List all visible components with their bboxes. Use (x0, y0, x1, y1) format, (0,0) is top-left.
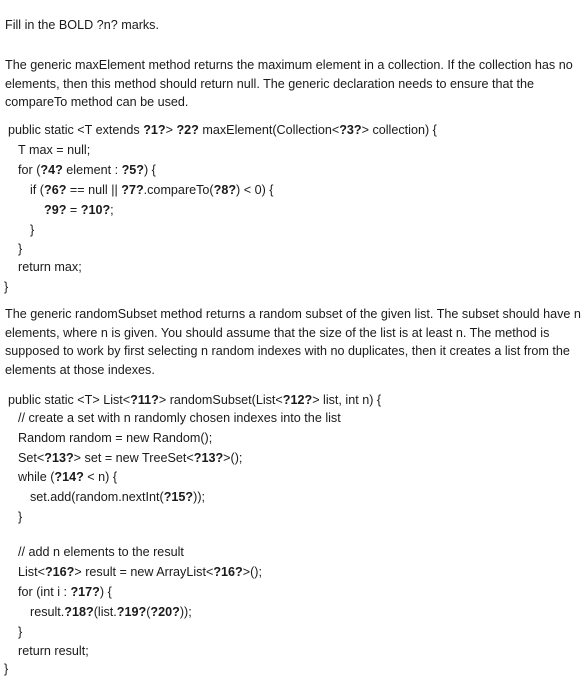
code-text: T max = null; (18, 143, 91, 157)
code-text: } (18, 242, 23, 256)
code-line (18, 583, 112, 603)
code-text: if ( (30, 183, 44, 197)
blank-marker: ?5? (121, 163, 144, 177)
code-line (18, 543, 184, 563)
code-text: ) < 0) { (236, 183, 274, 197)
description-line: compareTo method can be used. (5, 95, 189, 109)
code-line (18, 623, 22, 643)
code-text: } (4, 662, 9, 676)
code-line (18, 161, 156, 181)
description-line: The generic maxElement method returns the maximum element in a collection. If the collection has no (5, 58, 573, 72)
code-line (18, 563, 262, 583)
blank-marker: ?2? (176, 123, 199, 137)
code-text: )); (193, 490, 206, 504)
code-text: element : (62, 163, 122, 177)
code-text: for ( (18, 163, 41, 177)
blank-marker: ?13? (193, 451, 224, 465)
code-line (18, 141, 90, 161)
code-text: maxElement(Collection< (198, 123, 340, 137)
code-text: > collection) { (361, 123, 437, 137)
code-text: // add n elements to the result (18, 545, 184, 559)
code-text: } (18, 510, 23, 524)
code-line (4, 660, 8, 680)
description-line: The generic randomSubset method returns a random subset of the given list. The subset should have n (5, 307, 581, 321)
description-line: elements, where n is given. You should assume that the size of the list is at least n. The method is (5, 326, 550, 340)
code-text: ( (146, 605, 151, 619)
code-text: List< (18, 565, 45, 579)
code-text: // create a set with n randomly chosen indexes into the list (18, 411, 341, 425)
blank-marker: ?1? (143, 123, 166, 137)
code-text: > result = new ArrayList< (74, 565, 214, 579)
blank-marker: ?3? (339, 123, 362, 137)
blank-marker: ?11? (130, 393, 159, 407)
code-text: } (30, 223, 35, 237)
code-line (18, 449, 242, 469)
code-line (18, 468, 117, 488)
instructions: Fill in the BOLD ?n? marks. (5, 18, 159, 32)
code-text: ) { (143, 163, 156, 177)
code-line (30, 181, 273, 201)
description-line: elements, then this method should return null. The generic declaration needs to ensure that the (5, 77, 535, 91)
blank-marker: ?6? (44, 183, 67, 197)
code-text: >(); (242, 565, 262, 579)
code-line (44, 201, 114, 221)
code-line (8, 121, 437, 141)
code-line (18, 258, 82, 278)
blank-marker: ?20? (150, 605, 180, 619)
description-line: supposed to work by first selecting n random indexes with no duplicates, then it creates a list from the (5, 344, 570, 358)
code-text: )); (179, 605, 192, 619)
code-text: > set = new TreeSet< (73, 451, 194, 465)
blank-marker: ?15? (163, 490, 194, 504)
code-text: == null || (66, 183, 122, 197)
code-text: > list, int n) { (312, 393, 382, 407)
blank-marker: ?7? (121, 183, 144, 197)
blank-marker: ?13? (44, 451, 74, 465)
code-text: < n) { (83, 470, 118, 484)
code-line (18, 429, 212, 449)
code-text: >(); (223, 451, 243, 465)
code-line (18, 409, 341, 429)
code-text: ; (110, 203, 114, 217)
code-text: > (165, 123, 177, 137)
blank-marker: ?17? (70, 585, 100, 599)
code-line (18, 508, 22, 528)
code-text: (list. (93, 605, 117, 619)
blank-marker: ?9? (44, 203, 67, 217)
code-text: public static <T extends (8, 123, 144, 137)
code-text: while ( (18, 470, 55, 484)
code-line (8, 391, 381, 411)
code-text: return max; (18, 260, 82, 274)
blank-marker: ?4? (40, 163, 63, 177)
code-line (18, 240, 22, 260)
code-text: ) { (99, 585, 112, 599)
code-text: set.add(random.nextInt( (30, 490, 164, 504)
description-line: elements at those indexes. (5, 363, 155, 377)
blank-marker: ?18? (64, 605, 94, 619)
code-text: Random random = new Random(); (18, 431, 213, 445)
blank-marker: ?16? (44, 565, 75, 579)
code-line (4, 278, 8, 298)
code-text: public static <T> List< (8, 393, 131, 407)
code-text: = (66, 203, 81, 217)
code-text: result. (30, 605, 65, 619)
code-text: return result; (18, 644, 89, 658)
blank-marker: ?10? (80, 203, 111, 217)
code-line (30, 488, 205, 508)
code-line (30, 603, 192, 623)
code-text: Set< (18, 451, 45, 465)
code-text: } (4, 280, 9, 294)
code-text: for (int i : (18, 585, 71, 599)
code-line (30, 221, 34, 241)
blank-marker: ?8? (213, 183, 237, 197)
blank-marker: ?14? (54, 470, 84, 484)
code-text: .compareTo( (143, 183, 214, 197)
blank-marker: ?16? (213, 565, 243, 579)
code-text: } (18, 625, 23, 639)
code-line (18, 642, 89, 662)
code-text: > randomSubset(List< (158, 393, 283, 407)
blank-marker: ?19? (116, 605, 147, 619)
blank-marker: ?12? (282, 393, 313, 407)
